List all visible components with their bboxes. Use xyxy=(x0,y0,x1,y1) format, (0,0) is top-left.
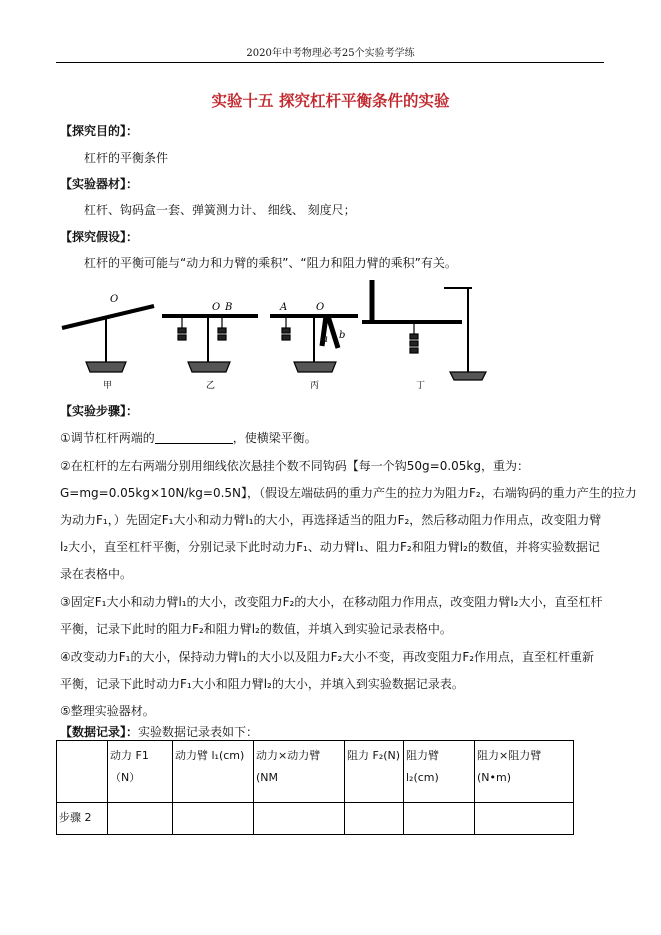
table-cell xyxy=(108,803,173,835)
step-1-blank xyxy=(155,431,233,444)
step-4-line-2: 平衡，记录下此时动力F₁大小和阻力臂l₂的大小，并填入到实验数据记录表。 xyxy=(60,677,464,691)
figure-label-c: 丙 xyxy=(310,381,320,391)
data-record-intro: 实验数据记录表如下： xyxy=(138,725,259,739)
step-5: ⑤整理实验器材。 xyxy=(60,704,155,718)
table-header-cell xyxy=(57,741,108,803)
table-header-cell: 阻力×阻力臂(N•m) xyxy=(475,741,574,803)
step-2-line-4: l₂大小，直至杠杆平衡，分别记录下此时动力F₁、动力臂l₁、阻力F₂和阻力臂l₂的数值，并将实验数据记 xyxy=(60,540,600,554)
table-cell xyxy=(254,803,345,835)
step-2-line-5: 录在表格中。 xyxy=(60,567,133,581)
data-record-line xyxy=(60,723,258,740)
step-1-text-b: ，使横梁平衡。 xyxy=(232,431,317,445)
step-2-line-3: 为动力F₁，）先固定F₁大小和动力臂l₁的大小，再选择适当的阻力F₂，然后移动阻力作用点，改变阻力臂 xyxy=(60,513,602,527)
table-cell xyxy=(345,803,404,835)
table-header-cell: 阻力臂 l₂(cm) xyxy=(404,741,475,803)
step-1-text-a: ①调节杠杆两端的 xyxy=(60,431,155,445)
materials-text: 杠杆、钩码盒一套、弹簧测力计、 细线、 刻度尺； xyxy=(84,203,356,217)
point-label-b-upper: B xyxy=(225,302,233,313)
point-label-b-lower: b xyxy=(339,330,346,341)
step-2-line-1: ②在杠杆的左右两端分别用细线依次悬挂个数不同钩码【每一个钩50g=0.05kg，重为： xyxy=(60,459,529,473)
table-cell xyxy=(404,803,475,835)
data-record-heading: 【数据记录】： xyxy=(60,725,139,739)
table-header-cell: 阻力 F₂(N) xyxy=(345,741,404,803)
lever-setup-a xyxy=(62,306,154,372)
materials-heading: 【实验器材】： xyxy=(60,177,139,191)
data-table xyxy=(56,740,574,835)
step-3-line-2: 平衡，记录下此时的阻力F₂和阻力臂l₂的数值，并填入到实验记录表格中。 xyxy=(60,622,452,636)
page-title: 实验十五 探究杠杆平衡条件的实验 xyxy=(211,92,450,110)
lever-experiment-figure xyxy=(58,276,488,394)
steps-heading: 【实验步骤】： xyxy=(60,404,139,418)
table-header-row xyxy=(57,741,574,803)
table-header-cell: 动力 F1（N） xyxy=(108,741,173,803)
figure-label-a: 甲 xyxy=(103,381,113,391)
figure-label-d: 丁 xyxy=(416,381,426,391)
table-header-cell: 动力×动力臂(NM xyxy=(254,741,345,803)
lever-setup-d xyxy=(362,280,486,380)
step-1 xyxy=(60,429,317,446)
lever-setup-c xyxy=(270,316,358,372)
purpose-text: 杠杆的平衡条件 xyxy=(84,151,169,165)
page-header: 2020年中考物理必考25个实验考学练 xyxy=(246,48,415,59)
hypothesis-heading: 【探究假设】： xyxy=(60,230,139,244)
header-divider xyxy=(56,62,604,63)
step-2-line-2: G=mg=0.05kg×10N/kg=0.5N】，（假设左端砝码的重力产生的拉力为阻力F₂，右端钩码的重力产生的拉力 xyxy=(60,486,637,500)
pivot-label-b: O xyxy=(212,302,221,313)
pivot-label-c: O xyxy=(316,302,325,313)
table-cell xyxy=(173,803,254,835)
table-header-cell: 动力臂 l₁(cm) xyxy=(173,741,254,803)
step-4-line-1: ④改变动力F₁的大小，保持动力臂l₁的大小以及阻力F₂大小不变，再改变阻力F₂作用点，直至杠杆重新 xyxy=(60,650,595,664)
pivot-label-a: O xyxy=(110,294,119,305)
point-label-a-upper: A xyxy=(280,302,288,313)
purpose-heading: 【探究目的】： xyxy=(60,124,139,138)
lever-setup-b xyxy=(162,316,258,372)
table-cell: 步骤 2 xyxy=(57,803,108,835)
hypothesis-text: 杠杆的平衡可能与“动力和力臂的乘积”、“阻力和阻力臂的乘积”有关。 xyxy=(84,256,457,270)
figure-label-b: 乙 xyxy=(206,381,216,391)
point-label-a-lower: a xyxy=(322,334,328,345)
table-row xyxy=(57,803,574,835)
table-cell xyxy=(475,803,574,835)
step-3-line-1: ③固定F₁大小和动力臂l₁的大小，改变阻力F₂的大小，在移动阻力作用点，改变阻力臂l₂大小，直至杠杆 xyxy=(60,595,603,609)
